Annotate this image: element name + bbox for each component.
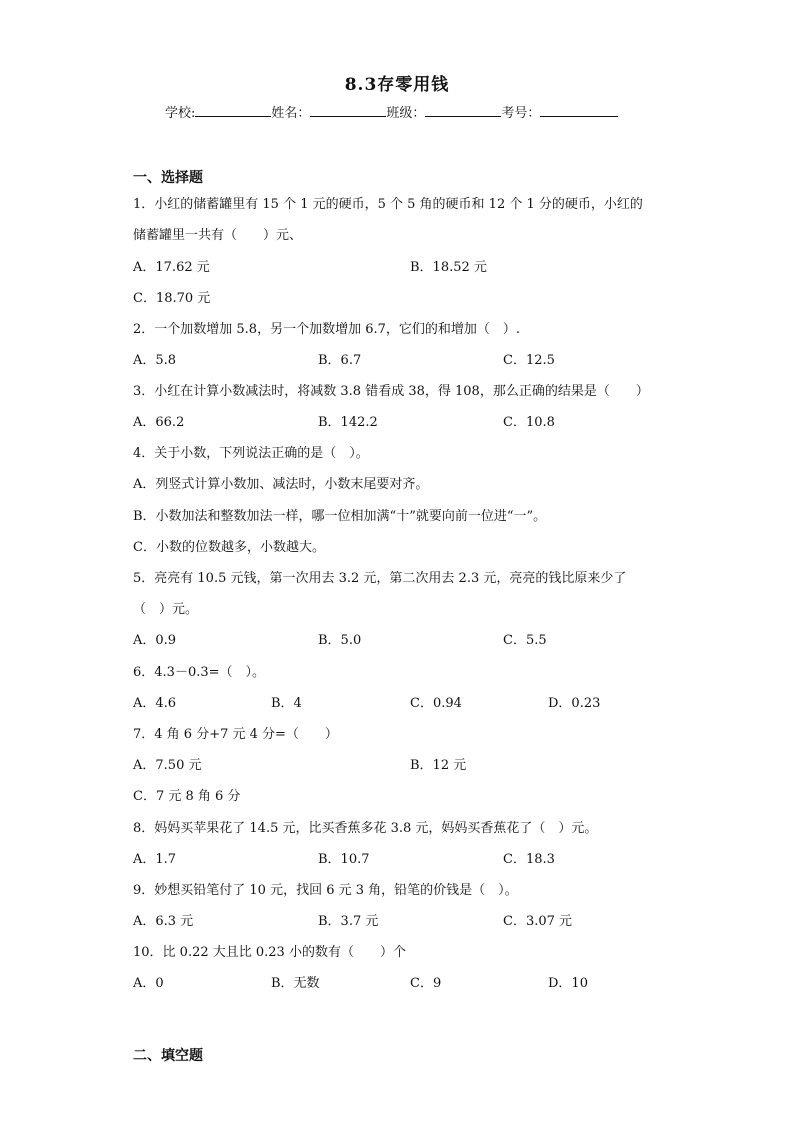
question-5-option-b[interactable]: B．5.0 [318,633,362,648]
question-8-option-a[interactable]: A．1.7 [133,852,177,867]
question-10-option-c[interactable]: C．9 [410,976,442,991]
name-label: 姓名： [271,106,311,121]
question-1-option-a[interactable]: A．17.62 元 [133,260,210,275]
question-9-option-c[interactable]: C．3.07 元 [503,914,573,929]
question-5-option-a[interactable]: A．0.9 [133,633,177,648]
question-6-line-1: 6．4.3－0.3=（ ）。 [133,665,266,680]
question-7-line-1: 7．4 角 6 分+7 元 4 分=（ ） [133,727,338,742]
question-8-option-b[interactable]: B．10.7 [318,852,370,867]
question-4-option-c[interactable]: C．小数的位数越多，小数越大。 [133,540,325,555]
question-3-option-b[interactable]: B．142.2 [318,415,378,430]
question-2-option-b[interactable]: B．6.7 [318,353,362,368]
question-1-line-2: 储蓄罐里一共有（ ）元、 [133,228,303,243]
question-7-option-b[interactable]: B．12 元 [410,758,467,773]
section-fill-title: 二、填空题 [133,1048,203,1064]
question-6-option-a[interactable]: A．4.6 [133,696,177,711]
question-4-option-a[interactable]: A．列竖式计算小数加、减法时，小数末尾要对齐。 [133,477,429,492]
question-3-line-1: 3．小红在计算小数减法时，将减数 3.8 错看成 38，得 108，那么正确的结果是（ ） [133,384,649,399]
question-9-line-1: 9．妙想买铅笔付了 10 元，找回 6 元 3 角，铅笔的价钱是（ ）。 [133,883,518,898]
school-label: 学校: [165,106,196,121]
question-6-option-c[interactable]: C．0.94 [410,696,462,711]
question-5-line-1: 5．亮亮有 10.5 元钱，第一次用去 3.2 元，第二次用去 2.3 元，亮亮的钱比原来少了 [133,571,627,586]
exam-no-label: 考号： [501,106,541,121]
question-4-line-1: 4．关于小数，下列说法正确的是（ ）。 [133,446,369,461]
question-5-line-2: （ ）元。 [133,602,199,617]
page-title: 8.3存零用钱 [344,75,450,95]
question-8-option-c[interactable]: C．18.3 [503,852,555,867]
question-1-option-b[interactable]: B．18.52 元 [410,260,487,275]
question-10-line-1: 10．比 0.22 大且比 0.23 小的数有（ ）个 [133,945,406,960]
question-2-option-a[interactable]: A．5.8 [133,353,177,368]
question-10-option-a[interactable]: A．0 [133,976,164,991]
class-blank[interactable] [425,104,501,117]
question-3-option-a[interactable]: A．66.2 [133,415,185,430]
question-7-option-a[interactable]: A．7.50 元 [133,758,202,773]
question-6-option-b[interactable]: B．4 [271,696,302,711]
exam-no-blank[interactable] [540,104,618,117]
question-9-option-a[interactable]: A．6.3 元 [133,914,194,929]
question-1-option-c[interactable]: C．18.70 元 [133,291,211,306]
name-blank[interactable] [310,104,386,117]
question-6-option-d[interactable]: D．0.23 [548,696,601,711]
class-label: 班级： [386,106,426,121]
question-1-line-1: 1．小红的储蓄罐里有 15 个 1 元的硬币，5 个 5 角的硬币和 12 个 1 分的硬币，小红的 [133,197,643,212]
section-choice-title: 一、选择题 [133,170,203,186]
question-7-option-c[interactable]: C．7 元 8 角 6 分 [133,789,241,804]
question-2-line-1: 2．一个加数增加 5.8，另一个加数增加 6.7，它们的和增加（ ）. [133,322,521,337]
question-5-option-c[interactable]: C．5.5 [503,633,547,648]
question-10-option-b[interactable]: B．无数 [271,976,320,991]
student-info-line [165,102,618,121]
question-4-option-b[interactable]: B．小数加法和整数加法一样，哪一位相加满“十”就要向前一位进“一”。 [133,509,547,524]
question-3-option-c[interactable]: C．10.8 [503,415,555,430]
question-8-line-1: 8．妈妈买苹果花了 14.5 元，比买香蕉多花 3.8 元，妈妈买香蕉花了（ ）元。 [133,821,598,836]
question-2-option-c[interactable]: C．12.5 [503,353,555,368]
question-9-option-b[interactable]: B．3.7 元 [318,914,379,929]
question-10-option-d[interactable]: D．10 [548,976,588,991]
school-blank[interactable] [195,104,271,117]
